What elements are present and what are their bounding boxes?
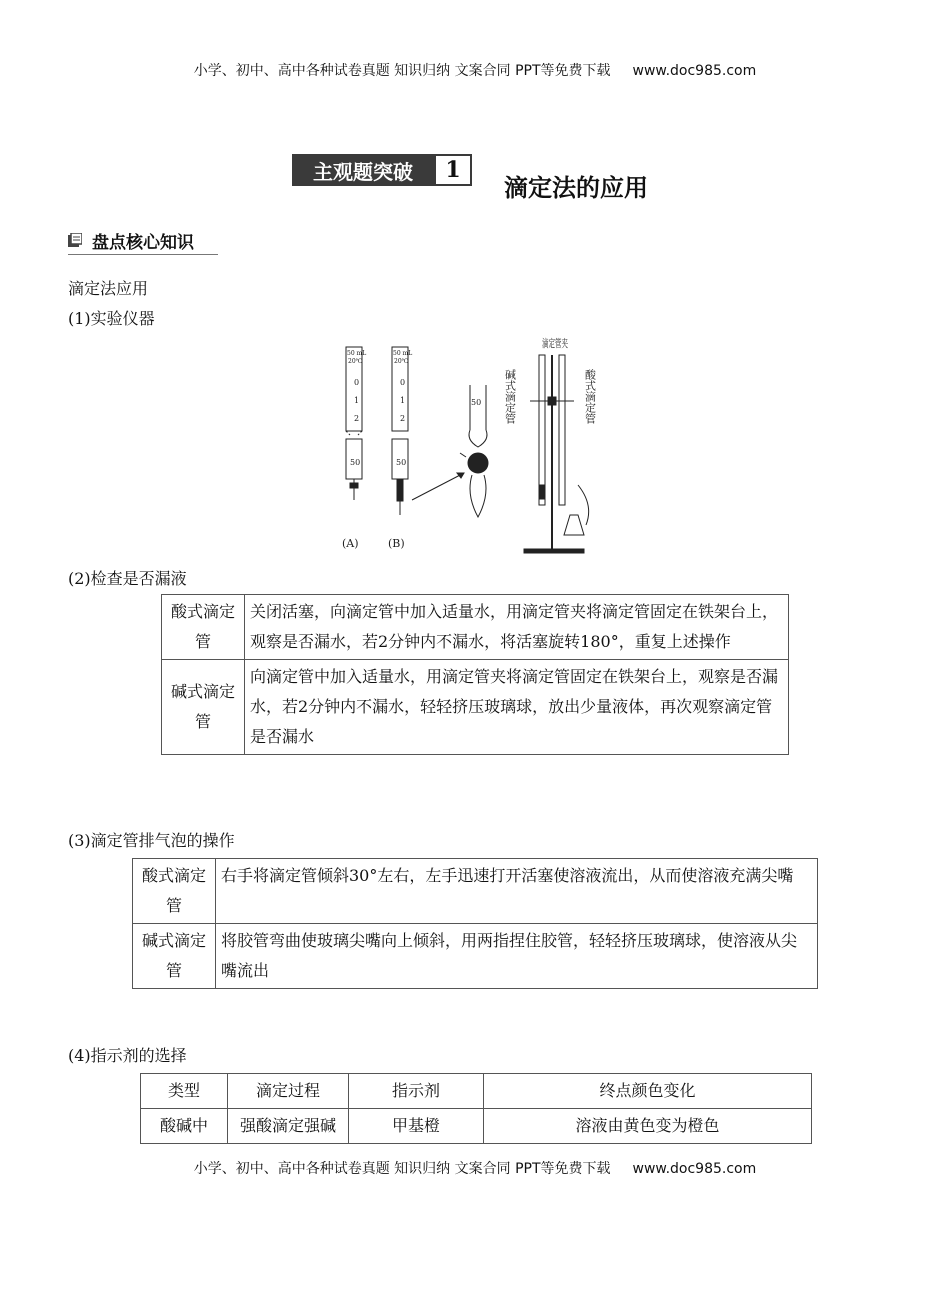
col-header: 终点颜色变化 bbox=[484, 1074, 812, 1109]
burette-b-tick-1: 1 bbox=[400, 396, 406, 405]
burette-b-ml: 50 mL bbox=[393, 350, 413, 357]
indicator-table bbox=[140, 1073, 812, 1144]
acid-burette-label: 酸式滴定管 bbox=[583, 369, 597, 424]
burette-a-tick-1: 1 bbox=[354, 396, 360, 405]
heading-4: (4)指示剂的选择 bbox=[68, 1046, 187, 1065]
row-head: 酸式滴定管 bbox=[133, 859, 216, 924]
row-head: 碱式滴定管 bbox=[133, 924, 216, 989]
titration-apparatus-figure bbox=[338, 335, 618, 555]
clamp-label: 滴定管夹 bbox=[542, 337, 586, 350]
burette-a-tick-0: 0 bbox=[354, 378, 360, 387]
document-icon bbox=[68, 233, 82, 247]
row-head: 酸式滴定管 bbox=[162, 595, 245, 660]
cell: 酸碱中 bbox=[141, 1109, 228, 1144]
table-header-row bbox=[141, 1074, 812, 1109]
footer-text: 小学、初中、高中各种试卷真题 知识归纳 文案合同 PPT等免费下载 bbox=[193, 1161, 611, 1177]
page-footer bbox=[0, 1158, 950, 1178]
col-header: 类型 bbox=[141, 1074, 228, 1109]
table-row bbox=[133, 859, 818, 924]
section-title: 盘点核心知识 bbox=[92, 233, 194, 253]
cell: 甲基橙 bbox=[349, 1109, 484, 1144]
section-heading bbox=[68, 228, 218, 255]
base-burette-label: 碱式滴定管 bbox=[503, 369, 517, 424]
table-row bbox=[162, 660, 789, 755]
row-head: 碱式滴定管 bbox=[162, 660, 245, 755]
row-body: 向滴定管中加入适量水，用滴定管夹将滴定管固定在铁架台上，观察是否漏水，若2分钟内不漏水，轻轻挤压玻璃球，放出少量液体，再次观察滴定管是否漏水 bbox=[245, 660, 789, 755]
burette-b-tick-2: 2 bbox=[400, 414, 406, 423]
label-b: (B) bbox=[388, 537, 405, 550]
zoom-tick-50: 50 bbox=[471, 398, 482, 407]
burette-a-tick-50: 50 bbox=[350, 458, 361, 467]
row-body: 将胶管弯曲使玻璃尖嘴向上倾斜，用两指捏住胶管，轻轻挤压玻璃球，使溶液从尖嘴流出 bbox=[216, 924, 818, 989]
heading-1: (1)实验仪器 bbox=[68, 309, 155, 328]
leak-check-table bbox=[161, 594, 789, 755]
table-row bbox=[141, 1109, 812, 1144]
col-header: 指示剂 bbox=[349, 1074, 484, 1109]
table-row bbox=[133, 924, 818, 989]
row-body: 关闭活塞，向滴定管中加入适量水，用滴定管夹将滴定管固定在铁架台上，观察是否漏水，若2分钟内不漏水，将活塞旋转180°，重复上述操作 bbox=[245, 595, 789, 660]
burette-a-temp: 20℃ bbox=[348, 358, 363, 365]
cell: 强酸滴定强碱 bbox=[228, 1109, 349, 1144]
col-header: 滴定过程 bbox=[228, 1074, 349, 1109]
page-title: 滴定法的应用 bbox=[504, 174, 648, 202]
burette-b-tick-0: 0 bbox=[400, 378, 406, 387]
table-row bbox=[162, 595, 789, 660]
row-body: 右手将滴定管倾斜30°左右，左手迅速打开活塞使溶液流出，从而使溶液充满尖嘴 bbox=[216, 859, 818, 924]
header-text: 小学、初中、高中各种试卷真题 知识归纳 文案合同 PPT等免费下载 bbox=[193, 63, 611, 79]
burette-b-tick-50: 50 bbox=[396, 458, 407, 467]
header-site[interactable]: www.doc985.com bbox=[632, 63, 757, 79]
page-header bbox=[0, 60, 950, 80]
cell: 溶液由黄色变为橙色 bbox=[484, 1109, 812, 1144]
badge-label: 主观题突破 bbox=[292, 154, 434, 186]
label-a: (A) bbox=[342, 537, 359, 550]
burette-b-temp: 20℃ bbox=[394, 358, 409, 365]
footer-site[interactable]: www.doc985.com bbox=[632, 1161, 757, 1177]
bubble-table bbox=[132, 858, 818, 989]
badge-number: 1 bbox=[434, 154, 472, 186]
intro-line: 滴定法应用 bbox=[68, 279, 149, 298]
heading-3: (3)滴定管排气泡的操作 bbox=[68, 831, 235, 850]
burette-a-tick-2: 2 bbox=[354, 414, 360, 423]
burette-a-ml: 50 mL bbox=[347, 350, 367, 357]
heading-2: (2)检查是否漏液 bbox=[68, 569, 187, 588]
